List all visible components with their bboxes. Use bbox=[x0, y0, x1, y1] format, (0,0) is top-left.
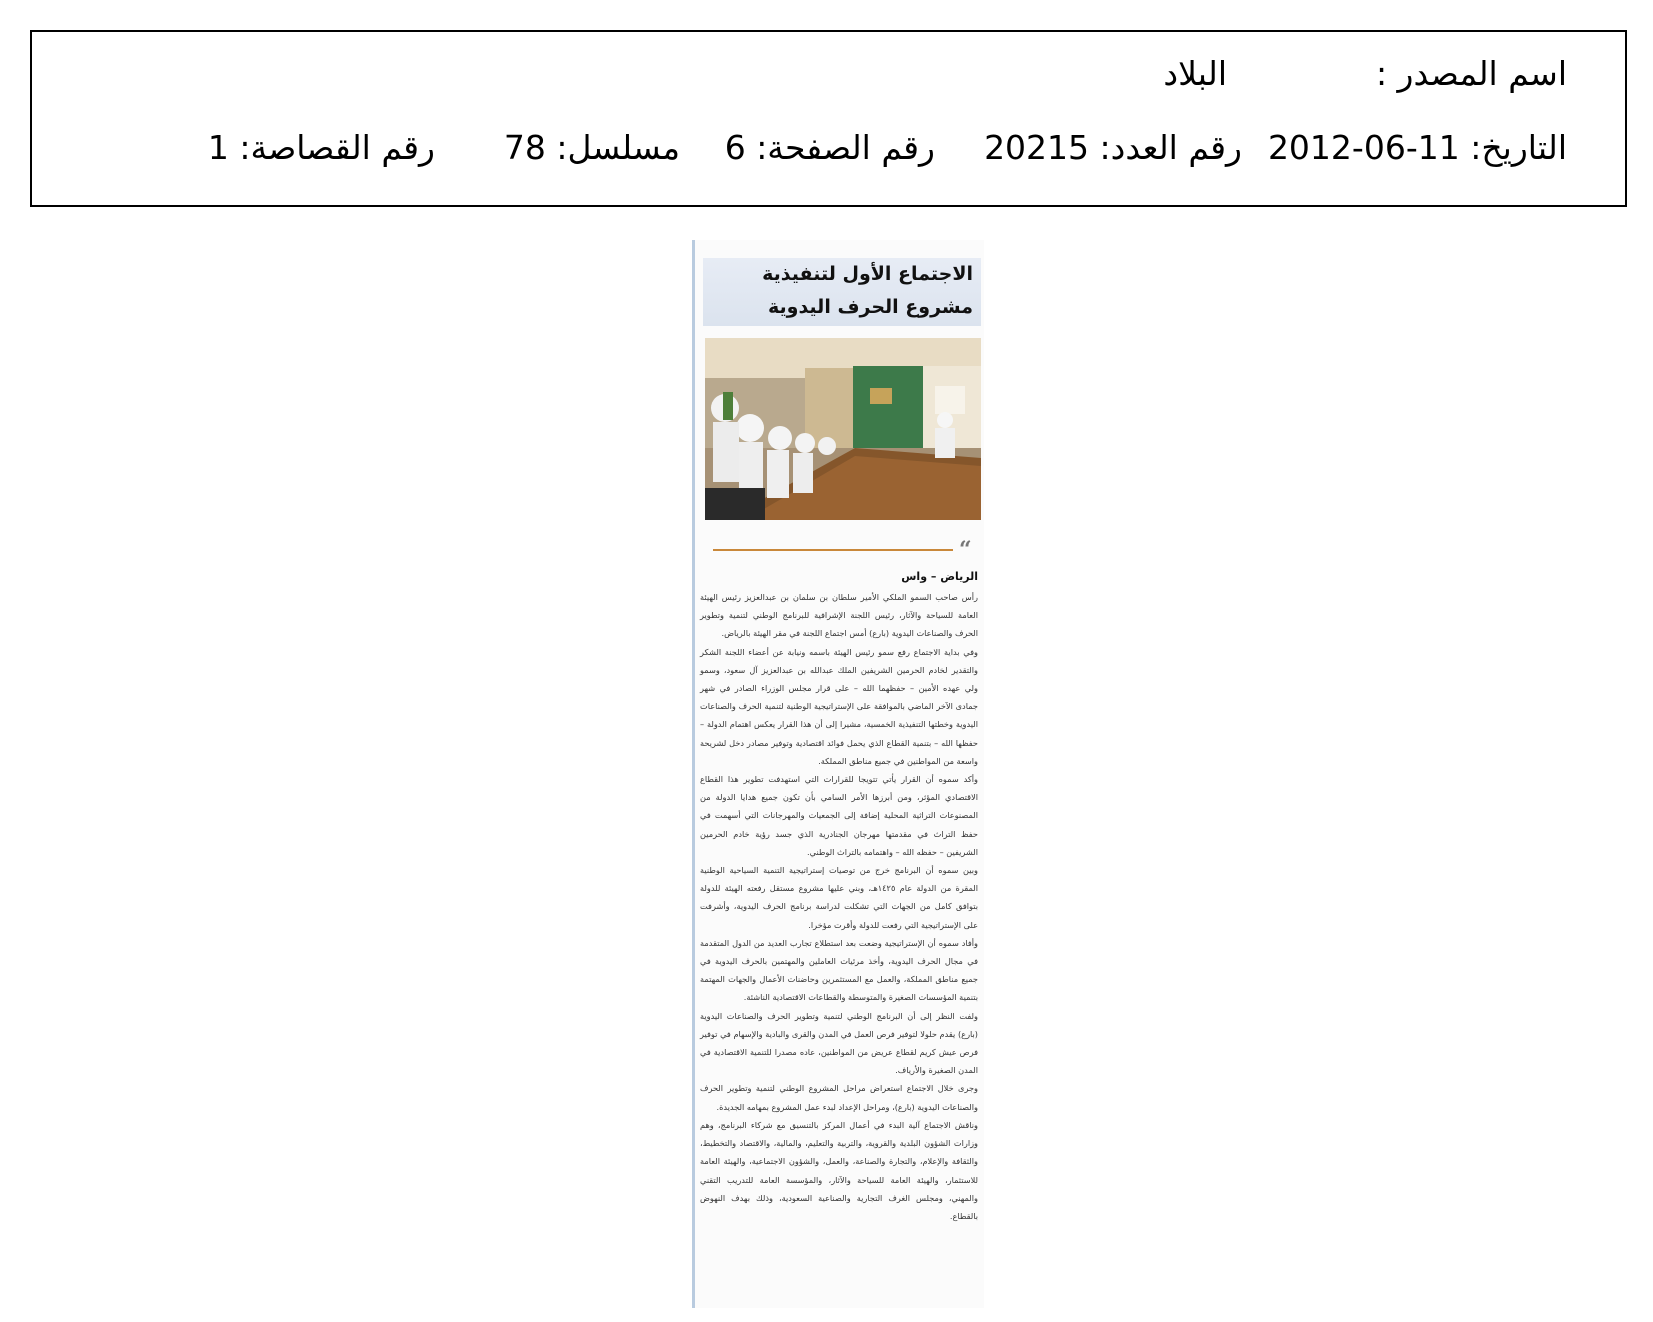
article-dateline: الرياض – واس bbox=[901, 570, 978, 583]
issue-label: رقم العدد: bbox=[1099, 128, 1242, 167]
page-field bbox=[725, 128, 935, 168]
quote-mark: “ bbox=[959, 537, 972, 563]
paragraph-8: وناقش الاجتماع آلية البدء في أعمال المركز بالتنسيق مع شركاء البرنامج، وهم وزارات الشؤون البلدية والقروية، والتربية والتعليم، والمالية، والاقتصاد والتخطيط، والثقافة والإعلام، والتجارة والصناعة، والعمل، والشؤون الاجتماعية، والهيئة العامة للاستثمار، والهيئة العامة للسياحة والآثار، والمؤسسة العامة للتدريب التقني والمهني، ومجلس الغرف التجارية والصناعية السعودية، وذلك بهدف النهوض بالقطاع. bbox=[700, 1119, 978, 1221]
page-label: رقم الصفحة: bbox=[756, 128, 935, 167]
paragraph-7: وجرى خلال الاجتماع استعراض مراحل المشروع الوطني لتنمية وتطوير الحرف والصناعات اليدوية (بارع)، ومراحل الإعداد لبدء عمل المشروع بمهامه الجديدة. bbox=[700, 1083, 978, 1112]
issue-field bbox=[984, 128, 1242, 168]
serial-field bbox=[504, 128, 680, 168]
divider-line bbox=[713, 549, 953, 551]
article-body bbox=[700, 588, 978, 1225]
headline-line-2: مشروع الحرف اليدوية bbox=[767, 296, 973, 318]
source-value: البلاد bbox=[1163, 54, 1227, 93]
date-field bbox=[1268, 128, 1567, 168]
clip-label: رقم القصاصة: bbox=[239, 128, 435, 167]
meeting-photo bbox=[705, 338, 981, 520]
paragraph-1: رأس صاحب السمو الملكي الأمير سلطان بن سلمان بن عبدالعزيز رئيس الهيئة العامة للسياحة والآثار، رئيس اللجنة الإشرافية للبرنامج الوطني لتنمية وتطوير الحرف والصناعات اليدوية (بارع) أمس اجتماع اللجنة في مقر الهيئة بالرياض. bbox=[700, 592, 978, 639]
paragraph-3: وأكد سموه أن القرار يأتي تتويجا للقرارات التي استهدفت تطوير هذا القطاع الاقتصادي المؤثر، ومن أبرزها الأمر السامي بأن تكون جميع هدايا الدولة من المصنوعات التراثية المحلية إضافة إلى الجمعيات والمهرجانات التي أسهمت في حفظ التراث في مقدمتها مهرجان الجنادرية الذي جسد رؤية خادم الحرمين الشريفين – حفظه الله – واهتمامه بالتراث الوطني. bbox=[700, 774, 978, 857]
serial-label: مسلسل: bbox=[556, 128, 680, 167]
clip-value: 1 bbox=[207, 128, 229, 167]
date-value: 2012-06-11 bbox=[1267, 128, 1460, 167]
paragraph-4: وبين سموه أن البرنامج خرج من توصيات إستراتيجية التنمية السياحية الوطنية المقرة من الدولة عام ١٤٢٥هـ، وبني عليها مشروع مستقل رفعته الهيئة للدولة بتوافق كامل من الجهات التي تشكلت لدراسة برنامج الحرف اليدوية، وأشرفت على الإستراتيجية التي رفعت للدولة وأقرت مؤخرا. bbox=[700, 865, 978, 930]
newspaper-clipping bbox=[692, 240, 984, 1308]
paragraph-6: ولفت النظر إلى أن البرنامج الوطني لتنمية وتطوير الحرف والصناعات اليدوية (بارع) يقدم حلولا لتوفير فرص العمل في المدن والقرى والبادية والإسهام في توفير فرص عيش كريم لقطاع عريض من المواطنين، عاده مصدرا للتنمية الاقتصادية في المدن الصغيرة والأرياف. bbox=[700, 1010, 978, 1076]
paragraph-5: وأفاد سموه أن الإستراتيجية وضعت بعد استطلاع تجارب العديد من الدول المتقدمة في مجال الحرف اليدوية، وأخذ مرئيات العاملين والمهتمين بالحرف اليدوية في جميع مناطق المملكة، والعمل مع المستثمرين وحاضنات الأعمال والجهات المهتمة بتنمية المؤسسات الصغيرة والمتوسطة والقطاعات الاقتصادية الناشئة. bbox=[700, 937, 978, 1003]
page-value: 6 bbox=[724, 128, 746, 167]
paragraph-2: وفي بداية الاجتماع رفع سمو رئيس الهيئة باسمه ونيابة عن أعضاء اللجنة الشكر والتقدير لخادم الحرمين الشريفين الملك عبدالله بن عبدالعزيز آل سعود، وسمو ولي عهده الأمين – حفظهما الله – على قرار مجلس الوزراء الصادر في شهر جمادى الآخر الماضي بالموافقة على الإستراتيجية الوطنية لتنمية الحرف والصناعات اليدوية وخطتها التنفيذية الخمسية، مشيرا إلى أن هذا القرار يعكس اهتمام الدولة – حفظها الله – بتنمية القطاع الذي يحمل فوائد اقتصادية وتوفير مصادر دخل لشريحة واسعة من المواطنين في جميع مناطق المملكة. bbox=[700, 646, 978, 766]
source-label: اسم المصدر : bbox=[1375, 54, 1567, 93]
headline-line-1: الاجتماع الأول لتنفيذية bbox=[762, 263, 973, 285]
issue-value: 20215 bbox=[984, 128, 1090, 167]
serial-value: 78 bbox=[503, 128, 546, 167]
clipping-header bbox=[30, 30, 1627, 207]
date-label: التاريخ: bbox=[1470, 128, 1567, 167]
article-headline bbox=[703, 258, 981, 326]
clip-field bbox=[208, 128, 435, 168]
